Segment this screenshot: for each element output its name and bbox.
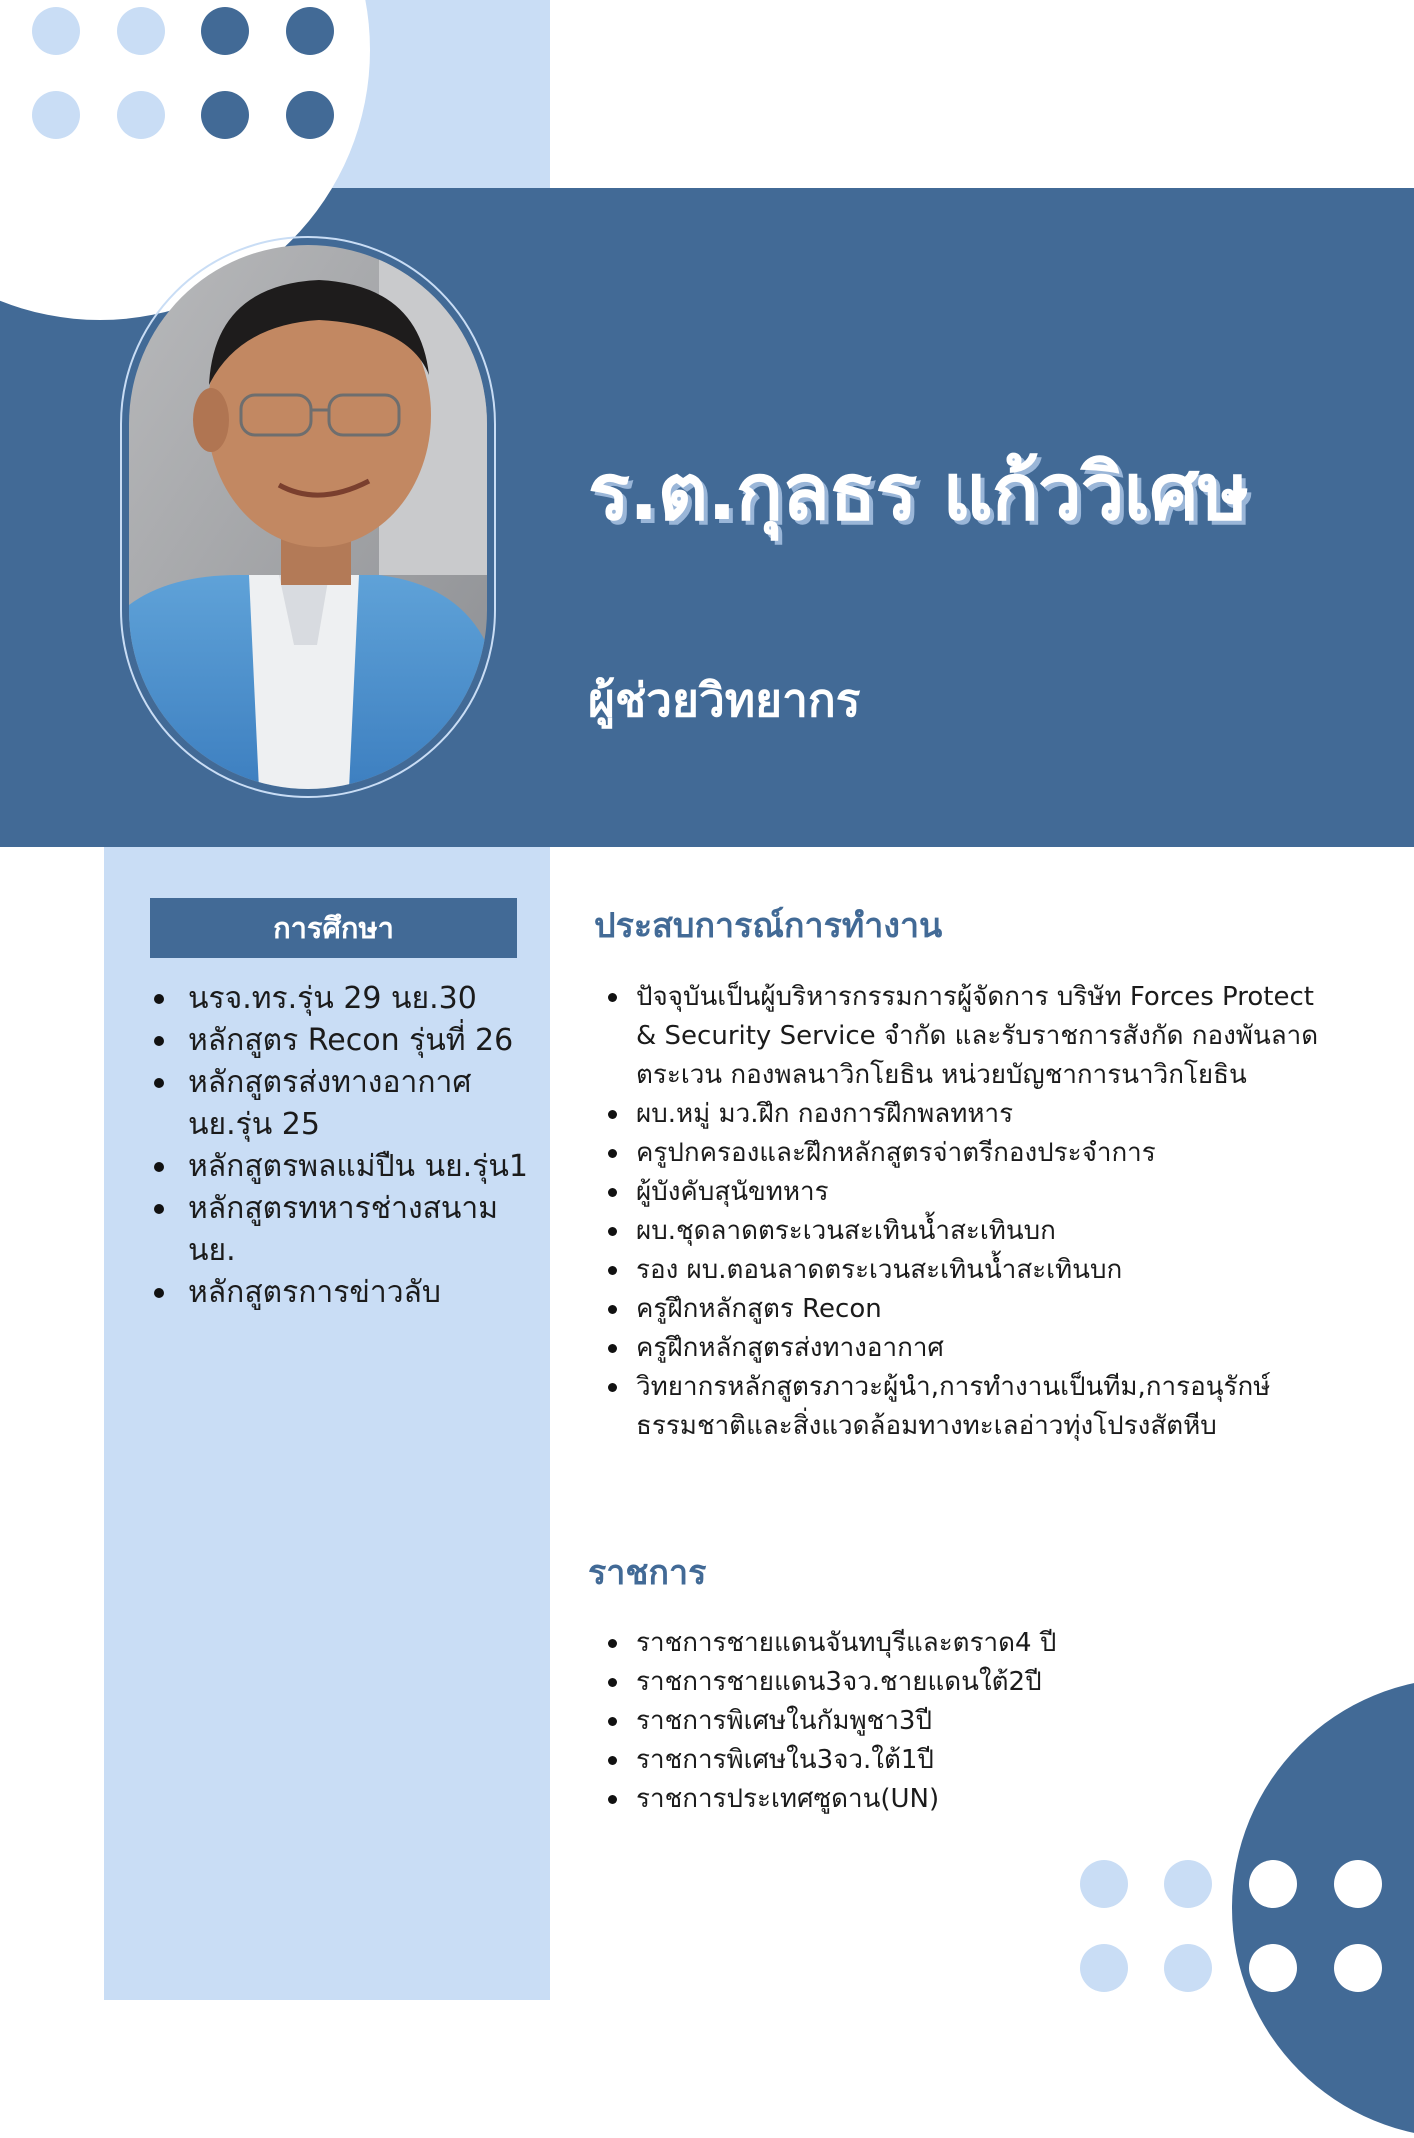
education-heading-text: การศึกษา [273,911,394,945]
decor-dot [117,91,165,139]
decor-dot [1164,1860,1212,1908]
list-item: ราชการชายแดนจันทบุรีและตราด4 ปี [600,1624,1330,1663]
person-name: ร.ต.กุลธร แก้ววิเศษ [588,448,1249,538]
decor-dot [1080,1944,1128,1992]
list-item: หลักสูตรส่งทางอากาศ นย.รุ่น 25 [150,1062,530,1146]
list-item: หลักสูตร Recon รุ่นที่ 26 [150,1020,530,1062]
list-item: หลักสูตรทหารช่างสนาม นย. [150,1188,530,1272]
list-item: ผบ.ชุดลาดตระเวนสะเทินน้ำสะเทินบก [600,1212,1330,1251]
list-item: ผู้บังคับสุนัขทหาร [600,1173,1330,1212]
decor-dot [32,7,80,55]
education-list [150,978,530,1314]
list-item: ครูฝึกหลักสูตร Recon [600,1290,1330,1329]
decor-dot [1249,1860,1297,1908]
decor-dot [201,91,249,139]
experience-list [600,978,1330,1446]
decor-dot [1164,1944,1212,1992]
list-item: วิทยากรหลักสูตรภาวะผู้นำ,การทำงานเป็นทีม,การอนุรักษ์ธรรมชาติและสิ่งแวดล้อมทางทะเลอ่าวทุ่งโปรงสัตหีบ [600,1368,1330,1446]
decor-dot [1249,1944,1297,1992]
service-list [600,1624,1330,1819]
list-item: ราชการพิเศษใน3จว.ใต้1ปี [600,1741,1330,1780]
decor-dot [117,7,165,55]
decor-dot [1334,1860,1382,1908]
list-item: ปัจจุบันเป็นผู้บริหารกรรมการผู้จัดการ บริษัท Forces Protect & Security Service จำกัด และรับราชการสังกัด กองพันลาดตระเวน กองพลนาวิกโยธิน หน่วยบัญชาการนาวิกโยธิน [600,978,1330,1095]
education-heading [150,898,517,958]
list-item: รอง ผบ.ตอนลาดตระเวนสะเทินน้ำสะเทินบก [600,1251,1330,1290]
list-item: ราชการพิเศษในกัมพูชา3ปี [600,1702,1330,1741]
decor-dot [32,91,80,139]
service-heading: ราชการ [588,1553,707,1593]
list-item: หลักสูตรการข่าวลับ [150,1272,530,1314]
portrait-photo [129,245,487,789]
list-item: ครูฝึกหลักสูตรส่งทางอากาศ [600,1329,1330,1368]
list-item: ครูปกครองและฝึกหลักสูตรจ่าตรีกองประจำการ [600,1134,1330,1173]
person-role: ผู้ช่วยวิทยากร [588,673,861,727]
list-item: ราชการชายแดน3จว.ชายแดนใต้2ปี [600,1663,1330,1702]
list-item: หลักสูตรพลแม่ปืน นย.รุ่น1 [150,1146,530,1188]
experience-heading: ประสบการณ์การทำงาน [594,906,943,946]
decor-dot [1334,1944,1382,1992]
decor-dot [201,7,249,55]
list-item: ราชการประเทศซูดาน(UN) [600,1780,1330,1819]
decor-dot [286,91,334,139]
decor-dot [286,7,334,55]
list-item: นรจ.ทร.รุ่น 29 นย.30 [150,978,530,1020]
decor-dot [1080,1860,1128,1908]
list-item: ผบ.หมู่ มว.ฝึก กองการฝึกพลทหาร [600,1095,1330,1134]
